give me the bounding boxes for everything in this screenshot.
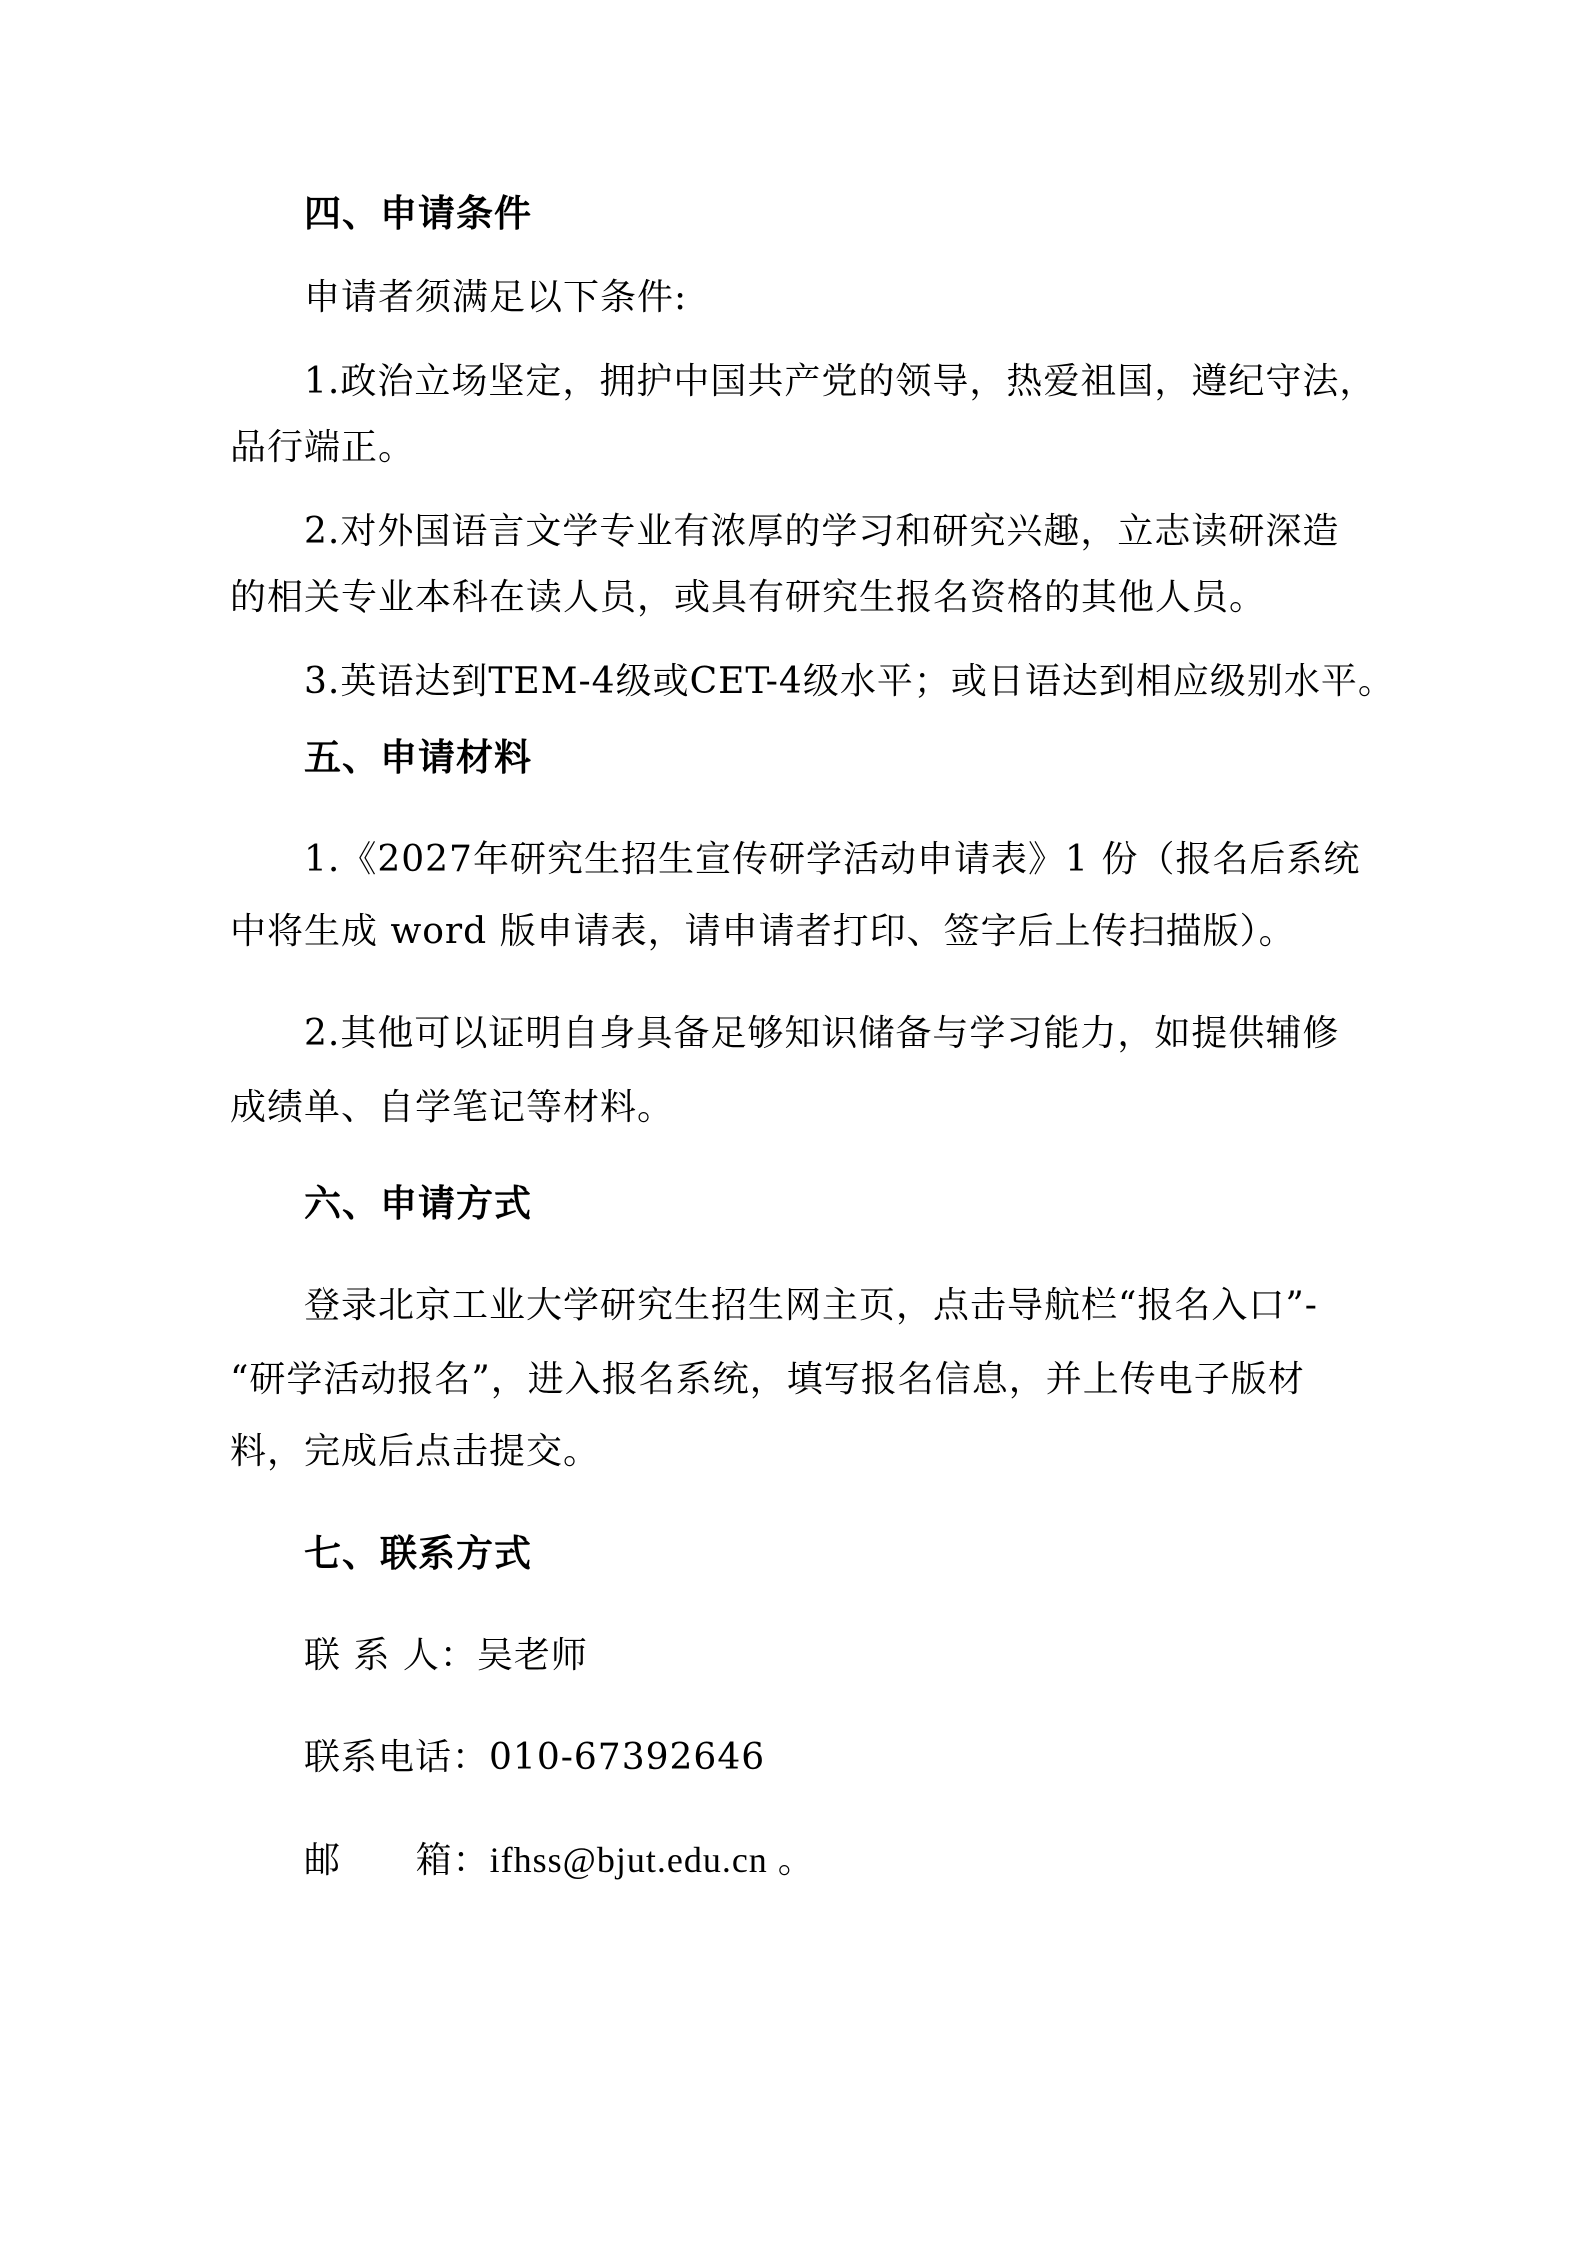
section-heading-application-method: 六、申请方式 bbox=[304, 1182, 532, 1225]
method-line-3: 料，完成后点击提交。 bbox=[230, 1431, 601, 1472]
condition-3-line-1: 3.英语达到TEM-4级或CET-4级水平；或日语达到相应级别水平。 bbox=[304, 661, 1395, 702]
contact-email-row bbox=[304, 1836, 1434, 1885]
contact-person-label: 联 系 人： bbox=[304, 1635, 477, 1676]
section-heading-contact-info: 七、联系方式 bbox=[304, 1532, 532, 1575]
material-1-line-1: 1.《2027年研究生招生宣传研学活动申请表》1 份（报名后系统 bbox=[304, 839, 1361, 880]
method-line-1: 登录北京工业大学研究生招生网主页，点击导航栏“报名入口”- bbox=[304, 1285, 1318, 1326]
contact-phone-row bbox=[304, 1734, 1434, 1782]
section-heading-application-materials: 五、申请材料 bbox=[304, 736, 532, 779]
contact-person-row bbox=[304, 1632, 1434, 1680]
condition-1-line-1: 1.政治立场坚定，拥护中国共产党的领导，热爱祖国，遵纪守法， bbox=[304, 361, 1377, 402]
section-heading-application-conditions: 四、申请条件 bbox=[304, 192, 532, 235]
condition-2-line-2: 的相关专业本科在读人员，或具有研究生报名资格的其他人员。 bbox=[230, 577, 1267, 618]
material-1-line-2: 中将生成 word 版申请表，请申请者打印、签字后上传扫描版）。 bbox=[230, 911, 1296, 952]
contact-email-value: ifhss@bjut.edu.cn 。 bbox=[489, 1840, 815, 1880]
contact-phone-label: 联系电话： bbox=[304, 1737, 490, 1778]
method-line-2: “研学活动报名”，进入报名系统，填写报名信息，并上传电子版材 bbox=[230, 1359, 1305, 1400]
contact-person-value: 吴老师 bbox=[476, 1635, 588, 1676]
condition-1-line-2: 品行端正。 bbox=[230, 427, 416, 468]
contact-email-label: 邮 箱： bbox=[304, 1840, 490, 1881]
conditions-intro: 申请者须满足以下条件: bbox=[304, 277, 688, 318]
material-2-line-2: 成绩单、自学笔记等材料。 bbox=[230, 1087, 675, 1128]
condition-2-line-1: 2.对外国语言文学专业有浓厚的学习和研究兴趣，立志读研深造 bbox=[304, 511, 1340, 552]
contact-phone-value: 010-67392646 bbox=[489, 1737, 766, 1778]
material-2-line-1: 2.其他可以证明自身具备足够知识储备与学习能力，如提供辅修 bbox=[304, 1013, 1340, 1054]
